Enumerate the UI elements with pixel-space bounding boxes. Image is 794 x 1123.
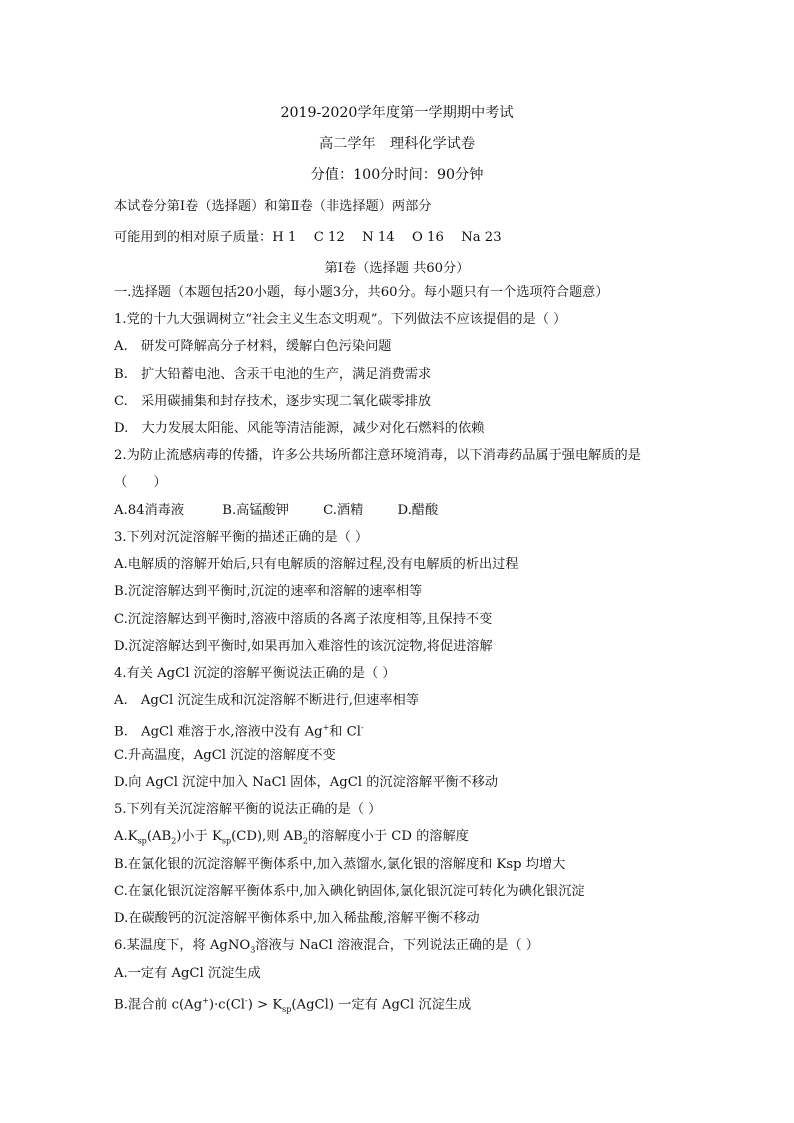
option-a: A.84消毒液 <box>114 503 185 518</box>
text-run: 6.某温度下，将 AgNO <box>114 938 251 953</box>
text-run: (CD),则 AB <box>231 829 303 844</box>
question-stem-continued: （ ） <box>114 475 167 490</box>
option-b: B. 扩大铅蓄电池、含汞干电池的生产，满足消费需求 <box>114 367 432 382</box>
option-d: D.醋酸 <box>397 503 439 518</box>
option-a: A.电解质的溶解开始后,只有电解质的溶解过程,没有电解质的析出过程 <box>114 557 519 572</box>
option-c: C. 采用碳捕集和封存技术，逐步实现二氧化碳零排放 <box>114 394 432 409</box>
subscript: sp <box>282 1005 292 1015</box>
section-title: 第Ⅰ卷（选择题 共60分） <box>324 261 470 276</box>
subscript: sp <box>137 836 147 846</box>
option-c: C.升高温度，AgCl 沉淀的溶解度不变 <box>114 748 336 763</box>
option-d: D. 大力发展太阳能、风能等清洁能源，减少对化石燃料的依赖 <box>114 421 485 436</box>
atomic-masses: 可能用到的相对原子质量：H 1 C 12 N 14 O 16 Na 23 <box>114 230 502 245</box>
superscript: + <box>322 723 330 732</box>
section-instructions: 一.选择题（本题包括20小题，每小题3分，共60分。每小题只有一个选项符合题意） <box>114 285 609 300</box>
subscript: 2 <box>302 836 308 846</box>
text-run: B. AgCl 难溶于水,溶液中没有 Ag <box>114 724 323 740</box>
text-run: 和 Cl <box>329 724 361 740</box>
option-a: A. 研发可降解高分子材料，缓解白色污染问题 <box>114 339 392 354</box>
text-run: )小于 K <box>176 829 222 844</box>
text-run: B.混合前 c(Ag <box>114 997 203 1013</box>
question-stem: 4.有关 AgCl 沉淀的溶解平衡说法正确的是（ ） <box>114 666 396 681</box>
option-b <box>114 719 364 741</box>
exam-meta: 分值：100分时间：90分钟 <box>310 167 484 183</box>
text-run: 溶液与 NaCl 溶液混合，下列说法正确的是（ ） <box>255 938 539 953</box>
text-run: A.K <box>114 829 138 844</box>
option-a <box>114 828 469 851</box>
option-d: D.在碳酸钙的沉淀溶解平衡体系中,加入稀盐酸,溶解平衡不移动 <box>114 911 480 926</box>
option-b: B.在氯化银的沉淀溶解平衡体系中,加入蒸馏水,氯化银的溶解度和 Ksp 均增大 <box>114 857 566 872</box>
text-run: )·c(Cl <box>208 997 246 1013</box>
exam-intro: 本试卷分第Ⅰ卷（选择题）和第Ⅱ卷（非选择题）两部分 <box>114 199 432 214</box>
subscript: sp <box>221 836 232 846</box>
question-stem: 2.为防止流感病毒的传播，许多公共场所都注意环境消毒，以下消毒药品属于强电解质的是 <box>114 448 641 463</box>
option-c: C.酒精 <box>323 503 364 518</box>
superscript: - <box>360 723 364 732</box>
option-b <box>114 992 471 1019</box>
option-b: B.沉淀溶解达到平衡时,沉淀的速率和溶解的速率相等 <box>114 584 423 599</box>
superscript: + <box>202 996 209 1005</box>
question-stem <box>114 937 539 960</box>
question-stem: 5.下列有关沉淀溶解平衡的说法正确的是（ ） <box>114 802 382 817</box>
exam-title: 2019-2020学年度第一学期期中考试 <box>280 105 514 121</box>
subscript: 2 <box>171 836 177 846</box>
option-row <box>114 502 438 520</box>
superscript: - <box>245 996 248 1005</box>
option-b: B.高锰酸钾 <box>222 503 289 518</box>
subscript: 3 <box>250 945 256 955</box>
option-a: A. AgCl 沉淀生成和沉淀溶解不断进行,但速率相等 <box>114 693 419 708</box>
option-d: D.向 AgCl 沉淀中加入 NaCl 固体，AgCl 的沉淀溶解平衡不移动 <box>114 775 499 790</box>
text-run: (AB <box>146 829 172 844</box>
option-d: D.沉淀溶解达到平衡时,如果再加入难溶性的该沉淀物,将促进溶解 <box>114 639 493 654</box>
text-run: 的溶解度小于 CD 的溶解度 <box>307 829 469 844</box>
text-run: ) > K <box>247 997 283 1013</box>
question-stem: 1.党的十九大强调树立“社会主义生态文明观”。下列做法不应该提倡的是（ ） <box>114 312 567 327</box>
text-run: (AgCl) 一定有 AgCl 沉淀生成 <box>291 997 472 1013</box>
question-stem: 3.下列对沉淀溶解平衡的描述正确的是（ ） <box>114 530 369 545</box>
exam-subtitle: 高二学年 理科化学试卷 <box>318 136 476 152</box>
option-c: C.在氯化银沉淀溶解平衡体系中,加入碘化钠固体,氯化银沉淀可转化为碘化银沉淀 <box>114 884 585 899</box>
option-a: A.一定有 AgCl 沉淀生成 <box>114 966 261 981</box>
option-c: C.沉淀溶解达到平衡时,溶液中溶质的各离子浓度相等,且保持不变 <box>114 612 493 627</box>
